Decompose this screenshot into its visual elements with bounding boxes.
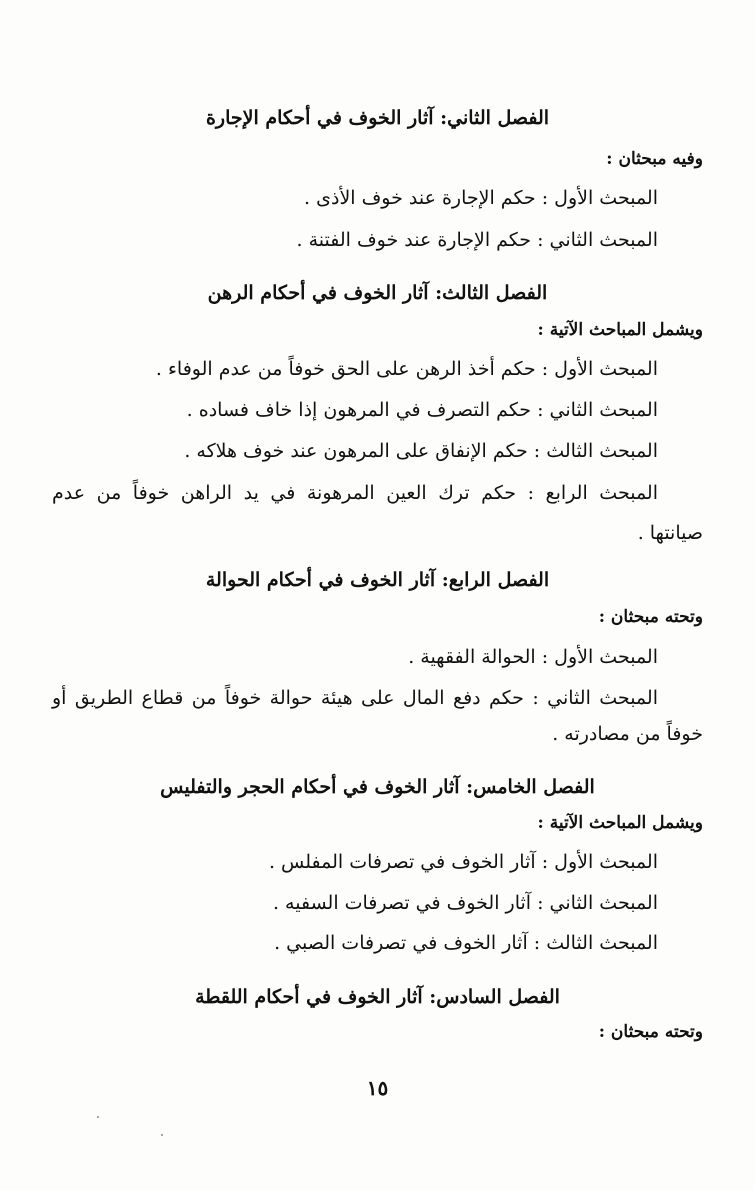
list-item: المبحث الأول : حكم الإجارة عند خوف الأذى . <box>304 187 658 209</box>
chapter-heading: الفصل السادس: آثار الخوف في أحكام اللقطة <box>195 986 560 1008</box>
chapter-intro: وتحته مبحثان : <box>598 607 703 627</box>
chapter-heading: الفصل الرابع: آثار الخوف في أحكام الحوالة <box>205 569 550 591</box>
list-item: المبحث الثاني : حكم الإجارة عند خوف الفتنة . <box>296 229 658 251</box>
list-item: المبحث الأول : حكم أخذ الرهن على الحق خوفاً من عدم الوفاء . <box>155 358 658 380</box>
list-item: المبحث الثاني : آثار الخوف في تصرفات السفيه . <box>272 892 658 914</box>
chapter-intro: وتحته مبحثان : <box>598 1022 703 1042</box>
chapter-intro: ويشمل المباحث الآتية : <box>537 320 703 340</box>
scan-speck <box>97 1116 99 1118</box>
list-item: المبحث الأول : الحوالة الفقهية . <box>408 646 658 668</box>
list-item-wrapped-line2: خوفاً من مصادرته . <box>552 723 703 745</box>
chapter-heading: الفصل الخامس: آثار الخوف في أحكام الحجر والتفليس <box>160 776 595 798</box>
list-item-wrapped-line1: المبحث الرابع : حكم ترك العين المرهونة في يد الراهن خوفاً من عدم <box>52 482 658 504</box>
list-item-wrapped-line2: صيانتها . <box>637 522 703 544</box>
list-item-wrapped-line1: المبحث الثاني : حكم دفع المال على هيئة حوالة خوفاً من قطاع الطريق أو <box>52 687 658 709</box>
chapter-intro: وفيه مبحثان : <box>606 149 703 169</box>
list-item: المبحث الثالث : حكم الإنفاق على المرهون عند خوف هلاكه . <box>184 440 658 462</box>
page-number: ١٥ <box>366 1076 389 1100</box>
chapter-heading: الفصل الثاني: آثار الخوف في أحكام الإجارة <box>205 107 550 129</box>
scan-speck <box>161 1134 163 1136</box>
list-item: المبحث الثالث : آثار الخوف في تصرفات الصبي . <box>274 932 658 954</box>
list-item: المبحث الثاني : حكم التصرف في المرهون إذا خاف فساده . <box>186 399 658 421</box>
list-item: المبحث الأول : آثار الخوف في تصرفات المفلس . <box>268 851 658 873</box>
chapter-heading: الفصل الثالث: آثار الخوف في أحكام الرهن <box>207 282 548 304</box>
chapter-intro: ويشمل المباحث الآتية : <box>537 813 703 833</box>
